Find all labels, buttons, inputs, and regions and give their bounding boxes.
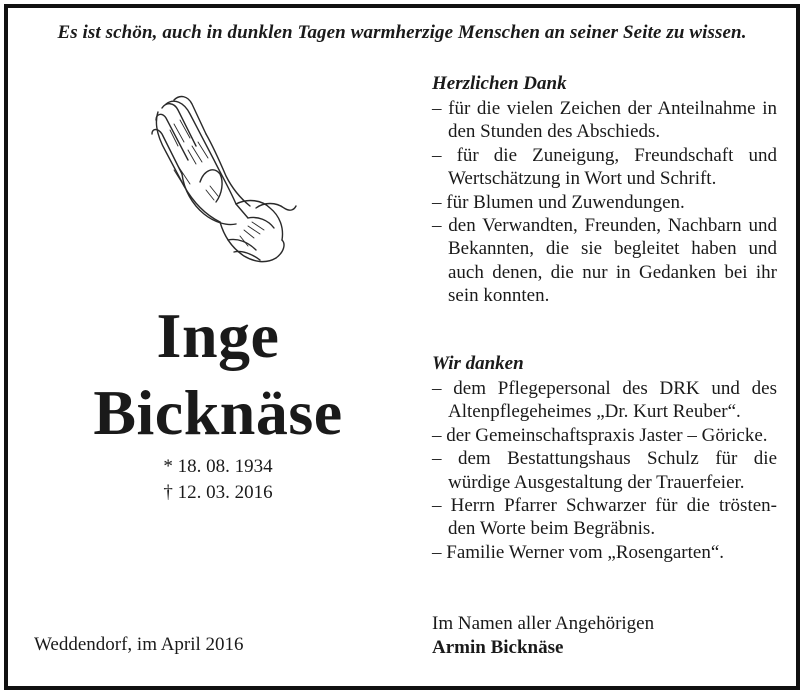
we-thank-item: – der Gemeinschaftspraxis Jaster – Göricke. [432,424,768,446]
thanks-section [432,72,777,308]
thanks-item: – für Blumen und Zuwendungen. [432,191,685,213]
we-thank-item: – dem Pflegepersonal des DRK und des Altenpflegeheimes „Dr. Kurt Reuber“. [432,378,777,423]
we-thank-item: – dem Bestattungshaus Schulz für die würdige Ausgestaltung der Trauerfeier. [432,448,777,493]
thanks-item: – für die vielen Zeichen der Anteilnahme in den Stunden des Abschieds. [432,98,777,143]
thanks-heading: Herzlichen Dank [432,73,567,94]
closing-line: Im Namen aller Angehörigen [432,613,655,634]
we-thank-heading: Wir danken [432,353,524,374]
closing-block [432,612,654,660]
thanks-item: – den Verwandten, Freunden, Nachbarn und Bekannten, die sie begleitet haben und auch denen, die nur in Gedanken bei ihr sein konnten. [432,215,777,307]
thanks-item: – für die Zuneigung, Freundschaft und Wertschätzung in Wort und Schrift. [432,144,777,190]
obituary-frame [4,4,800,690]
we-thank-item: – Familie Werner vom „Rosengarten“. [432,541,725,563]
we-thank-section [432,352,777,564]
deceased-first-name: Inge [156,300,280,371]
we-thank-item: – Herrn Pfarrer Schwarzer für die trösten-den Worte beim Begräbnis. [432,495,777,540]
death-date: † 12. 03. 2016 [163,482,273,503]
motto: Es ist schön, auch in dunklen Tagen warmherzige Menschen an seiner Seite zu wissen. [57,22,747,43]
place-and-date: Weddendorf, im April 2016 [34,634,244,655]
praying-hands-icon [144,90,304,275]
deceased-last-name: Bicknäse [93,377,343,448]
signer-name: Armin Bicknäse [432,637,564,658]
birth-date: * 18. 08. 1934 [163,456,273,477]
